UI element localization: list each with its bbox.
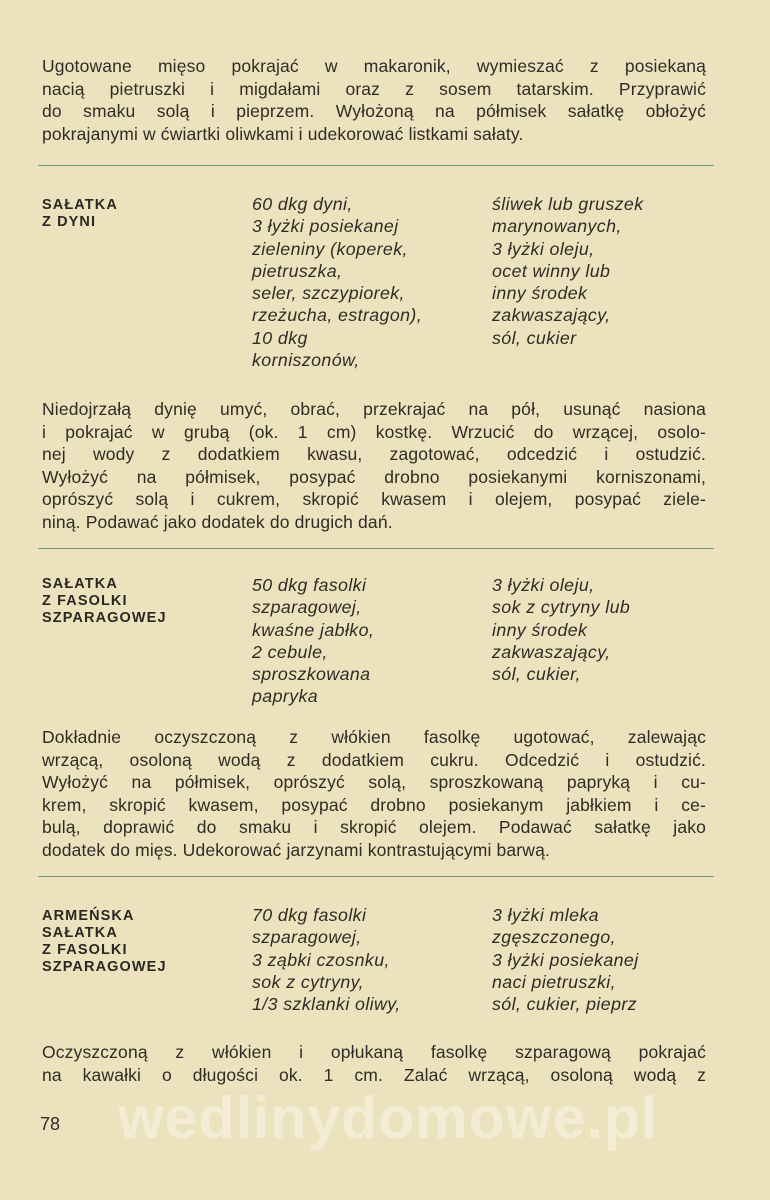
- recipe-title-line: SAŁATKA: [42, 197, 118, 213]
- ingredient-line: 1/3 szklanki oliwy,: [252, 994, 401, 1015]
- section-divider: [38, 165, 714, 166]
- ingredient-line: papryka: [252, 686, 319, 707]
- method-line: krem, skropić kwasem, posypać drobno posiekanym jabłkiem i ce-: [42, 794, 706, 815]
- recipe-title-armenska-salatka: [42, 908, 222, 976]
- method-line: dodatek do mięs. Udekorować jarzynami kontrastującymi barwą.: [42, 839, 550, 860]
- ingredient-line: sól, cukier,: [492, 664, 581, 685]
- recipe-title-line: SAŁATKA: [42, 925, 118, 941]
- ingredient-line: kwaśne jabłko,: [252, 619, 375, 640]
- ingredient-line: 3 łyżki mleka: [492, 905, 599, 925]
- ingredient-line: sok z cytryny,: [252, 971, 364, 992]
- recipe-title-line: SAŁATKA: [42, 576, 118, 592]
- ingredient-line: sól, cukier: [492, 327, 577, 348]
- intro-paragraph: [42, 55, 706, 145]
- ingredient-line: pietruszka,: [252, 260, 343, 281]
- ingredient-line: szparagowej,: [252, 597, 362, 618]
- recipe-title-line: Z FASOLKI: [42, 942, 128, 958]
- ingredient-line: sól, cukier, pieprz: [492, 994, 637, 1015]
- method-line: na kawałki o długości ok. 1 cm. Zalać wrzącą, osoloną wodą z: [42, 1064, 706, 1085]
- method-line: Niedojrzałą dynię umyć, obrać, przekrajać na pół, usunąć nasiona: [42, 399, 706, 419]
- ingredient-line: inny środek: [492, 283, 588, 304]
- recipe-method-paragraph: [42, 726, 706, 862]
- recipe-title-line: Z FASOLKI: [42, 593, 128, 609]
- recipe-ingredients-column-1: [252, 574, 482, 708]
- recipe-ingredients-column-2: [492, 904, 732, 1015]
- ingredient-line: śliwek lub gruszek: [492, 194, 644, 214]
- ingredient-line: marynowanych,: [492, 216, 622, 237]
- ingredient-line: szparagowej,: [252, 927, 362, 948]
- ingredient-line: zakwaszający,: [492, 641, 611, 662]
- recipe-title-salatka-z-fasolki: [42, 576, 222, 627]
- recipe-ingredients-column-2: [492, 193, 732, 349]
- recipe-title-line: ARMEŃSKA: [42, 908, 135, 924]
- ingredient-line: sok z cytryny lub: [492, 597, 631, 618]
- ingredient-line: 50 dkg fasolki: [252, 575, 367, 595]
- paragraph-line: Ugotowane mięso pokrajać w makaronik, wymieszać z posiekaną: [42, 56, 706, 76]
- ingredient-line: sproszkowana: [252, 664, 371, 685]
- method-line: wrzącą, osoloną wodą z dodatkiem cukru. Odcedzić i ostudzić.: [42, 749, 706, 770]
- section-divider: [38, 548, 714, 549]
- ingredient-line: zieleniny (koperek,: [252, 238, 408, 259]
- ingredient-line: 2 cebule,: [252, 641, 328, 662]
- ingredient-line: korniszonów,: [252, 350, 360, 371]
- method-line: i pokrajać w grubą (ok. 1 cm) kostkę. Wrzucić do wrzącej, osolo-: [42, 421, 706, 442]
- method-line: oprószyć solą i cukrem, skropić kwasem i olejem, posypać ziele-: [42, 489, 706, 510]
- ingredient-line: 60 dkg dyni,: [252, 194, 353, 214]
- ingredient-line: 3 łyżki oleju,: [492, 238, 595, 259]
- ingredient-line: 10 dkg: [252, 327, 308, 348]
- paragraph-line: do smaku solą i pieprzem. Wyłożoną na półmisek sałatkę obłożyć: [42, 101, 706, 122]
- method-line: bulą, doprawić do smaku i skropić olejem. Podawać sałatkę jako: [42, 817, 706, 838]
- method-line: niną. Podawać jako dodatek do drugich dań.: [42, 511, 393, 532]
- ingredient-line: zgęszczonego,: [492, 927, 616, 948]
- recipe-ingredients-column-1: [252, 904, 482, 1015]
- recipe-ingredients-column-2: [492, 574, 732, 685]
- recipe-title-line: SZPARAGOWEJ: [42, 610, 167, 626]
- ingredient-line: 70 dkg fasolki: [252, 905, 367, 925]
- section-divider: [38, 876, 714, 877]
- ingredient-line: seler, szczypiorek,: [252, 283, 405, 304]
- method-line: Oczyszczoną z włókien i opłukaną fasolkę szparagową pokrajać: [42, 1042, 706, 1062]
- recipe-method-paragraph: [42, 398, 706, 534]
- paragraph-line: pokrajanymi w ćwiartki oliwkami i udekorować listkami sałaty.: [42, 123, 524, 144]
- method-line: nej wody z dodatkiem kwasu, zagotować, odcedzić i ostudzić.: [42, 444, 706, 465]
- ingredient-line: 3 łyżki posiekanej: [492, 949, 639, 970]
- method-line: Dokładnie oczyszczoną z włókien fasolkę ugotować, zalewając: [42, 727, 706, 747]
- recipe-title-line: Z DYNI: [42, 214, 97, 230]
- recipe-title-line: SZPARAGOWEJ: [42, 959, 167, 975]
- recipe-ingredients-column-1: [252, 193, 482, 371]
- method-line: Wyłożyć na półmisek, posypać drobno posiekanymi korniszonami,: [42, 466, 706, 487]
- page-number: 78: [40, 1114, 61, 1134]
- watermark: wedlinydomowe.pl: [117, 1085, 659, 1151]
- ingredient-line: 3 ząbki czosnku,: [252, 949, 390, 970]
- method-line: Wyłożyć na półmisek, oprószyć solą, sproszkowaną papryką i cu-: [42, 772, 706, 793]
- recipe-method-paragraph: [42, 1041, 706, 1086]
- ingredient-line: ocet winny lub: [492, 260, 611, 281]
- ingredient-line: naci pietruszki,: [492, 971, 617, 992]
- ingredient-line: 3 łyżki posiekanej: [252, 216, 399, 237]
- ingredient-line: zakwaszający,: [492, 305, 611, 326]
- recipe-title-salatka-z-dyni: [42, 197, 222, 231]
- paragraph-line: nacią pietruszki i migdałami oraz z sosem tatarskim. Przyprawić: [42, 78, 706, 99]
- ingredient-line: rzeżucha, estragon),: [252, 305, 423, 326]
- ingredient-line: 3 łyżki oleju,: [492, 575, 595, 595]
- ingredient-line: inny środek: [492, 619, 588, 640]
